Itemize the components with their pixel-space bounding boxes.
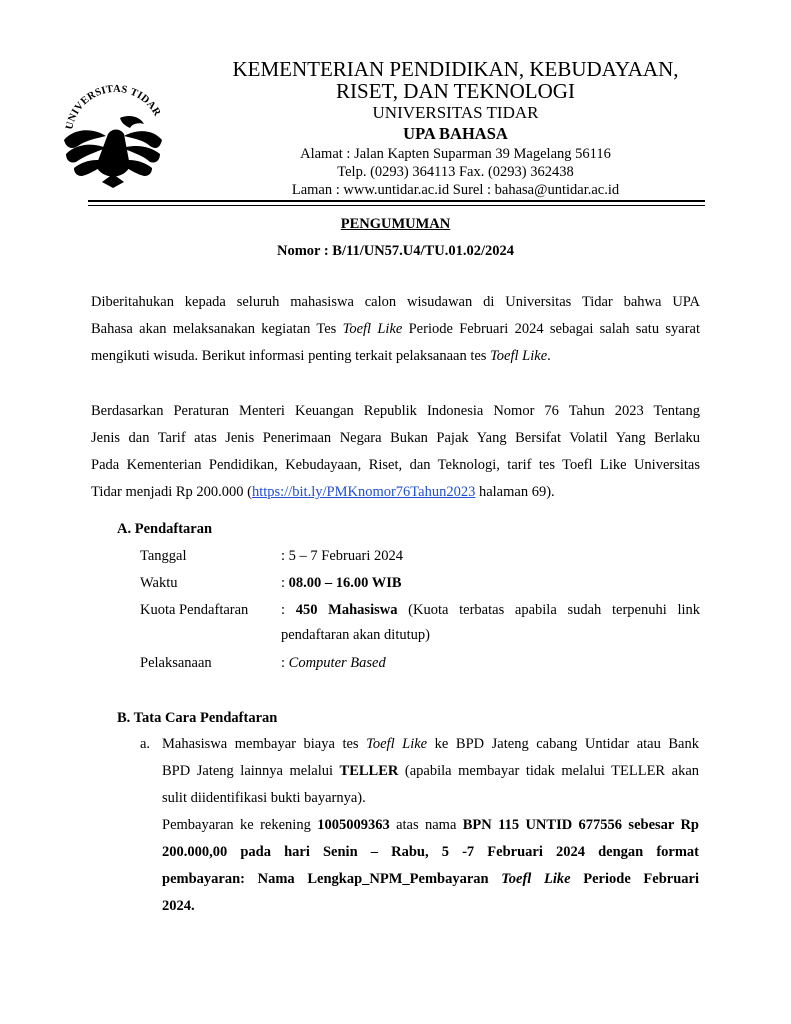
payment-line-2: 200.000,00 pada hari Senin – Rabu, 5 -7 Februari 2024 dengan format bbox=[162, 844, 699, 860]
regulation-line-4: Tidar menjadi Rp 200.000 (https://bit.ly/PMKnomor76Tahun2023 halaman 69). bbox=[91, 484, 555, 500]
ministry-name-line2: RISET, DAN TEKNOLOGI bbox=[336, 79, 575, 103]
website-email-line: Laman : www.untidar.ac.id Surel : bahasa@untidar.ac.id bbox=[291, 182, 620, 198]
row-pelaksanaan-label: Pelaksanaan bbox=[140, 655, 212, 671]
row-kuota-value-line2: pendaftaran akan ditutup) bbox=[281, 627, 430, 643]
regulation-line-2: Jenis dan Tarif atas Jenis Penerimaan Negara Bukan Pajak Yang Bersifat Volatil Yang Berlaku bbox=[91, 430, 700, 446]
regulation-line-1: Berdasarkan Peraturan Menteri Keuangan Republik Indonesia Nomor 76 Tahun 2023 Tentang bbox=[91, 403, 700, 419]
payment-paragraph bbox=[162, 812, 699, 920]
row-tanggal-value: : 5 – 7 Februari 2024 bbox=[281, 548, 404, 564]
item-a-line-1: Mahasiswa membayar biaya tes Toefl Like ke BPD Jateng cabang Untidar atau Bank bbox=[162, 736, 699, 752]
row-waktu-label: Waktu bbox=[140, 575, 178, 591]
regulation-line-3: Pada Kementerian Pendidikan, Kebudayaan, Riset, dan Teknologi, tarif tes Toefl Like Universitas bbox=[91, 457, 700, 473]
item-a-line-2: BPD Jateng lainnya melalui TELLER (apabila membayar tidak melalui TELLER akan bbox=[162, 763, 700, 779]
payment-line-4: 2024. bbox=[162, 898, 195, 914]
intro-line-2: Bahasa akan melaksanakan kegiatan Tes Toefl Like Periode Februari 2024 sebagai salah satu syarat bbox=[91, 321, 700, 337]
section-b-heading: B. Tata Cara Pendaftaran bbox=[117, 710, 278, 726]
regulation-link[interactable]: https://bit.ly/PMKnomor76Tahun2023 bbox=[251, 484, 476, 500]
row-waktu-value: : 08.00 – 16.00 WIB bbox=[281, 575, 402, 591]
announcement-number: Nomor : B/11/UN57.U4/TU.01.02/2024 bbox=[277, 243, 514, 259]
letterhead-rule-thin bbox=[88, 205, 705, 206]
item-a-marker: a. bbox=[140, 736, 151, 752]
payment-line-3: pembayaran: Nama Lengkap_NPM_Pembayaran Toefl Like Periode Februari bbox=[162, 871, 699, 887]
row-tanggal-label: Tanggal bbox=[140, 548, 187, 564]
section-a-heading: A. Pendaftaran bbox=[117, 521, 213, 537]
regulation-paragraph bbox=[91, 398, 700, 506]
address-line: Alamat : Jalan Kapten Suparman 39 Magelang 56116 bbox=[300, 146, 611, 162]
intro-paragraph bbox=[91, 289, 700, 370]
item-a-line-3: sulit diidentifikasi bukti bayarnya). bbox=[162, 790, 366, 806]
intro-line-3: mengikuti wisuda. Berikut informasi penting terkait pelaksanaan tes Toefl Like. bbox=[91, 348, 551, 364]
unit-name: UPA BAHASA bbox=[403, 124, 508, 143]
phone-line: Telp. (0293) 364113 Fax. (0293) 362438 bbox=[337, 164, 574, 180]
announcement-heading: PENGUMUMAN bbox=[340, 216, 451, 232]
letterhead-rule-thick bbox=[88, 200, 705, 202]
item-a-paragraph bbox=[162, 731, 699, 812]
row-pelaksanaan-value: : Computer Based bbox=[281, 655, 386, 671]
row-kuota-label: Kuota Pendaftaran bbox=[140, 602, 249, 618]
svg-text:UNIVERSITAS TIDAR: UNIVERSITAS TIDAR bbox=[64, 83, 163, 131]
row-kuota-value: : 450 Mahasiswa (Kuota terbatas apabila sudah terpenuhi link bbox=[281, 602, 700, 618]
payment-line-1: Pembayaran ke rekening 1005009363 atas nama BPN 115 UNTID 677556 sebesar Rp bbox=[162, 817, 699, 833]
university-name: UNIVERSITAS TIDAR bbox=[372, 103, 539, 122]
intro-line-1: Diberitahukan kepada seluruh mahasiswa calon wisudawan di Universitas Tidar bahwa UPA bbox=[91, 294, 700, 310]
ministry-name-line1: KEMENTERIAN PENDIDIKAN, KEBUDAYAAN, bbox=[232, 57, 679, 81]
